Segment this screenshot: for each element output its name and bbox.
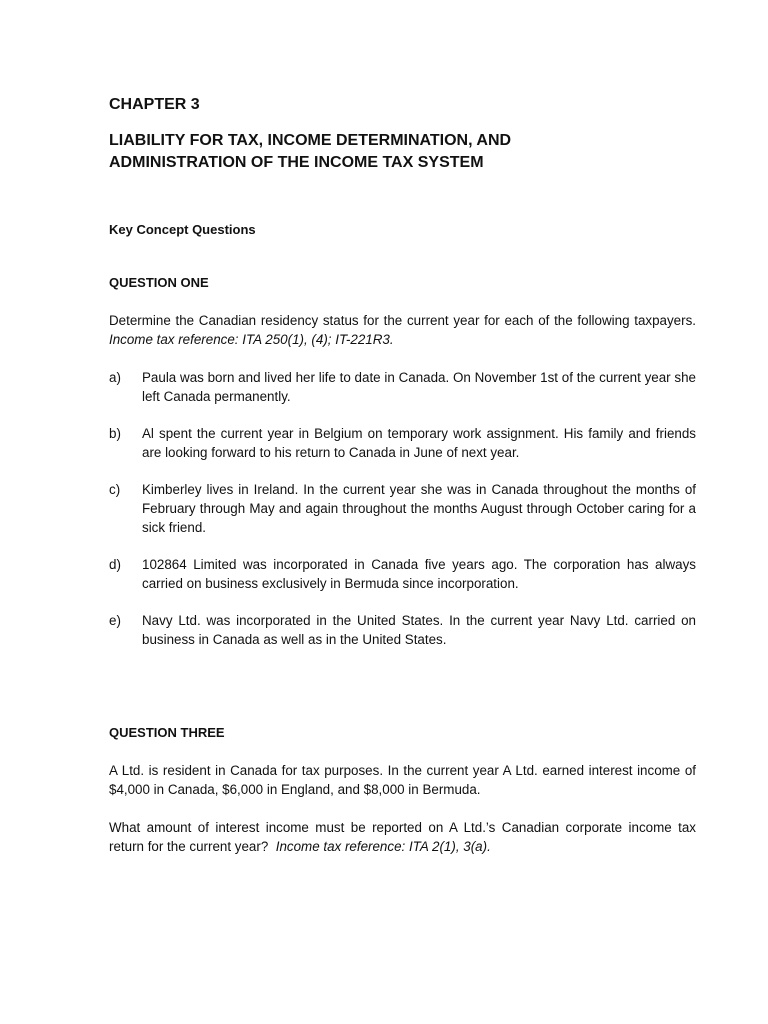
question-three-heading: QUESTION THREE	[109, 725, 225, 740]
question-three-question-text: What amount of interest income must be reported on A Ltd.’s Canadian corporate income tax return for the current year?	[109, 820, 696, 854]
list-item-marker: c)	[109, 482, 121, 497]
list-item-marker: e)	[109, 613, 121, 628]
list-item-marker: b)	[109, 426, 121, 441]
chapter-heading: CHAPTER 3	[109, 96, 200, 113]
chapter-title-line-2: ADMINISTRATION OF THE INCOME TAX SYSTEM	[109, 154, 484, 171]
question-one-heading: QUESTION ONE	[109, 275, 209, 290]
section-heading: Key Concept Questions	[109, 222, 256, 237]
list-item-text: Kimberley lives in Ireland. In the current year she was in Canada throughout the months of February through May and again throughout the months August through October caring for a sick friend.	[142, 482, 696, 535]
question-one-intro-text: Determine the Canadian residency status for the current year for each of the following taxpayers.	[109, 313, 696, 328]
list-item-marker: d)	[109, 557, 121, 572]
list-item-text: Navy Ltd. was incorporated in the United States. In the current year Navy Ltd. carried on business in Canada as well as in the United States.	[142, 613, 696, 647]
chapter-title-line-1: LIABILITY FOR TAX, INCOME DETERMINATION, AND	[109, 132, 512, 149]
list-item-marker: a)	[109, 370, 121, 385]
question-one-reference: Income tax reference: ITA 250(1), (4); IT-221R3.	[109, 332, 394, 347]
question-three-reference: Income tax reference: ITA 2(1), 3(a).	[275, 839, 491, 854]
list-item-text: 102864 Limited was incorporated in Canada five years ago. The corporation has always carried on business exclusively in Bermuda since incorporation.	[142, 557, 696, 591]
list-item-text: Al spent the current year in Belgium on temporary work assignment. His family and friends are looking forward to his return to Canada in June of next year.	[142, 426, 696, 460]
list-item-text: Paula was born and lived her life to date in Canada. On November 1st of the current year she left Canada permanently.	[142, 370, 696, 404]
chapter-title	[109, 130, 696, 174]
question-three-paragraph-1: A Ltd. is resident in Canada for tax purposes. In the current year A Ltd. earned interest income of $4,000 in Canada, $6,000 in England, and $8,000 in Bermuda.	[109, 763, 696, 797]
question-three-paragraph-2	[109, 818, 696, 856]
question-one-intro	[109, 311, 696, 349]
